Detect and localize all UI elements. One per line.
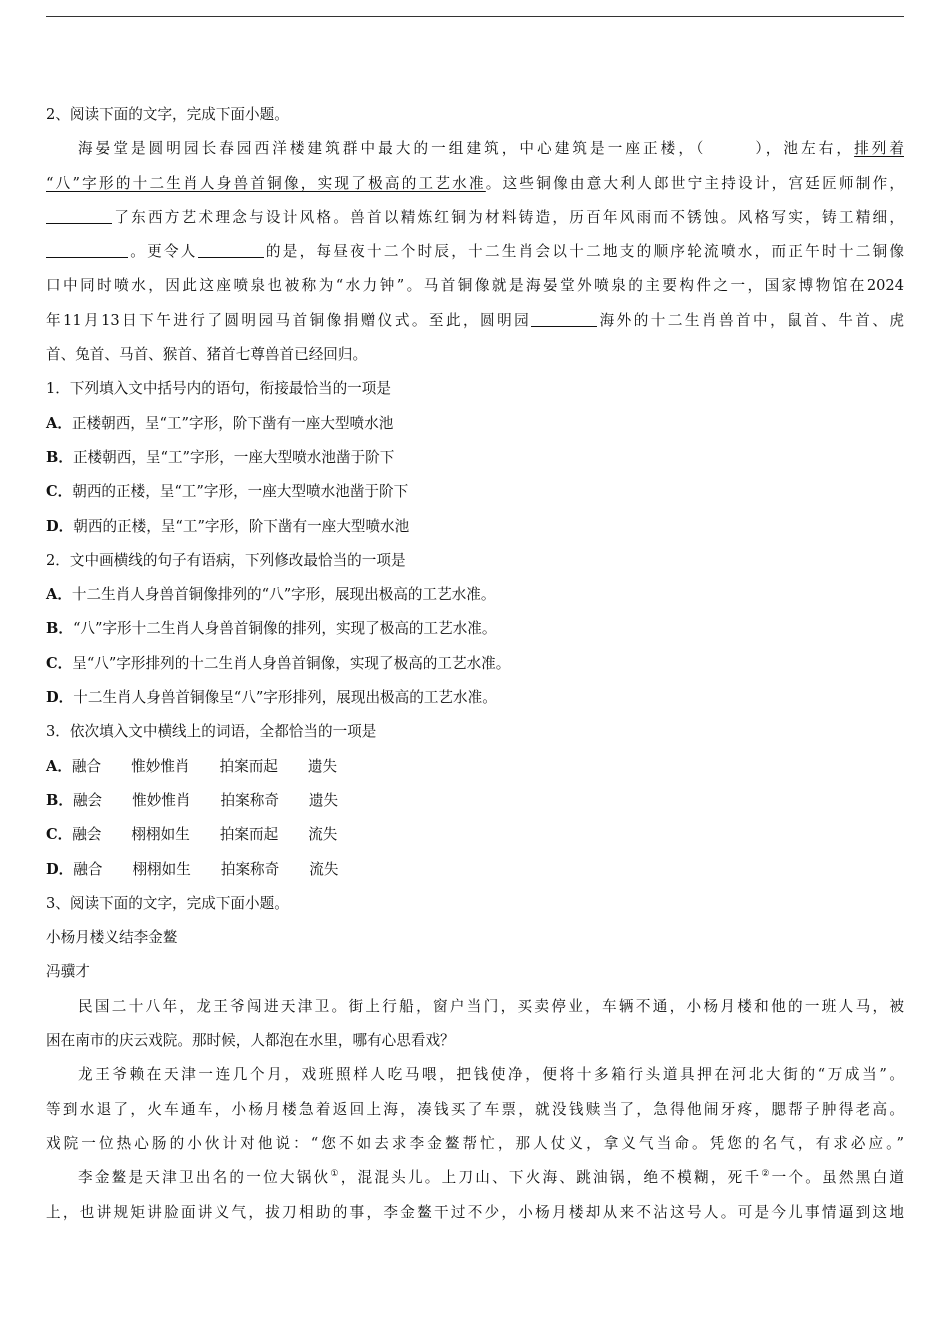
q3-option-a[interactable]: A．融合 惟妙惟肖 拍案而起 遗失 [46, 757, 338, 775]
underlined-sentence: 排列着 [854, 140, 904, 158]
q2-option-d[interactable]: D．十二生肖人身兽首铜像呈“八”字形排列，展现出极高的工艺水准。 [46, 689, 497, 707]
passage-line: “八”字形的十二生肖人身兽首铜像，实现了极高的工艺水准。这些铜像由意大利人郎世宁主持设计，宫廷匠师制作， [46, 174, 904, 192]
q1-option-c[interactable]: C．朝西的正楼，呈“工”字形，一座大型喷水池凿于阶下 [46, 483, 409, 501]
passage-line: 了东西方艺术理念与设计风格。兽首以精炼红铜为材料铸造，历百年风雨而不锈蚀。风格写实，铸工精细， [46, 201, 904, 235]
q1-option-a[interactable]: A．正楼朝西，呈“工”字形，阶下凿有一座大型喷水池 [46, 414, 394, 432]
passage-line: 年11月13日下午进行了圆明园马首铜像捐赠仪式。至此，圆明园 海外的十二生肖兽首中，鼠首、牛首、虎 [46, 311, 904, 329]
fill-blank [46, 208, 112, 224]
section3-heading: 3、阅读下面的文字，完成下面小题。 [46, 894, 289, 912]
footnote-marker: ② [761, 1169, 772, 1180]
story-author: 冯骥才 [46, 963, 90, 981]
passage-line: 首、兔首、马首、猴首、猪首七尊兽首已经回归。 [46, 346, 368, 364]
story-title: 小杨月楼义结李金鳌 [46, 929, 178, 947]
q1-option-b[interactable]: B．正楼朝西，呈“工”字形，一座大型喷水池凿于阶下 [46, 448, 395, 466]
fill-blank [531, 311, 597, 327]
footnote-marker: ① [330, 1169, 341, 1180]
fill-blank [198, 243, 264, 259]
story-line: 民国二十八年，龙王爷闯进天津卫。街上行船，窗户当门，买卖停业，车辆不通，小杨月楼和他的一班人马，被 [78, 997, 904, 1015]
document-body [46, 98, 904, 1230]
story-line: 等到水退了，火车通车，小杨月楼急着返回上海，凑钱买了车票，就没钱赎当了，急得他闹牙疼，腮帮子肿得老高。 [46, 1100, 904, 1118]
q3-option-d[interactable]: D．融合 栩栩如生 拍案称奇 流失 [46, 860, 339, 878]
q1-option-d[interactable]: D．朝西的正楼，呈“工”字形，阶下凿有一座大型喷水池 [46, 517, 410, 535]
story-line: 上，也讲规矩讲脸面讲义气，拔刀相助的事，李金鳌干过不少，小杨月楼却从来不沾这号人。可是今儿事情逼到这地 [46, 1203, 904, 1221]
passage-line: 口中同时喷水，因此这座喷泉也被称为“水力钟”。马首铜像就是海晏堂外喷泉的主要构件之一，国家博物馆在2024 [46, 277, 904, 295]
section2-heading: 2、阅读下面的文字，完成下面小题。 [46, 106, 289, 123]
passage-line: 海晏堂是圆明园长春园西洋楼建筑群中最大的一组建筑，中心建筑是一座正楼，（ ），池左右，排列着 [78, 140, 904, 158]
question-1-stem: 1．下列填入文中括号内的语句，衔接最恰当的一项是 [46, 380, 391, 398]
q2-option-c[interactable]: C．呈“八”字形排列的十二生肖人身兽首铜像，实现了极高的工艺水准。 [46, 654, 511, 672]
question-3-stem: 3．依次填入文中横线上的词语，全都恰当的一项是 [46, 723, 377, 741]
question-2-stem: 2．文中画横线的句子有语病，下列修改最恰当的一项是 [46, 551, 406, 569]
underlined-sentence: “八”字形的十二生肖人身兽首铜像，实现了极高的工艺水准 [46, 174, 486, 192]
fill-blank [46, 243, 128, 259]
q3-option-c[interactable]: C．融会 栩栩如生 拍案而起 流失 [46, 826, 338, 844]
story-line: 戏院一位热心肠的小伙计对他说：“您不如去求李金鳌帮忙，那人仗义，拿义气当命。凭您的名气，有求必应。” [46, 1134, 904, 1152]
story-line: 困在南市的庆云戏院。那时候，人都泡在水里，哪有心思看戏？ [46, 1032, 455, 1050]
q3-option-b[interactable]: B．融会 惟妙惟肖 拍案称奇 遗失 [46, 791, 339, 809]
story-line: 龙王爷赖在天津一连几个月，戏班照样人吃马喂，把钱使净，便将十多箱行头道具押在河北大街的“万成当”。 [78, 1066, 904, 1084]
header-rule [46, 16, 904, 17]
passage-line: 。更令人 的是，每昼夜十二个时辰，十二生肖会以十二地支的顺序轮流喷水，而正午时十二铜像 [46, 235, 904, 269]
story-line: 李金鳌是天津卫出名的一位大锅伙①，混混头儿。上刀山、下火海、跳油锅，绝不模糊，死千②一个。虽然黑白道 [78, 1169, 904, 1187]
q2-option-a[interactable]: A．十二生肖人身兽首铜像排列的“八”字形，展现出极高的工艺水准。 [46, 586, 496, 604]
q2-option-b[interactable]: B．“八”字形十二生肖人身兽首铜像的排列，实现了极高的工艺水准。 [46, 620, 497, 638]
